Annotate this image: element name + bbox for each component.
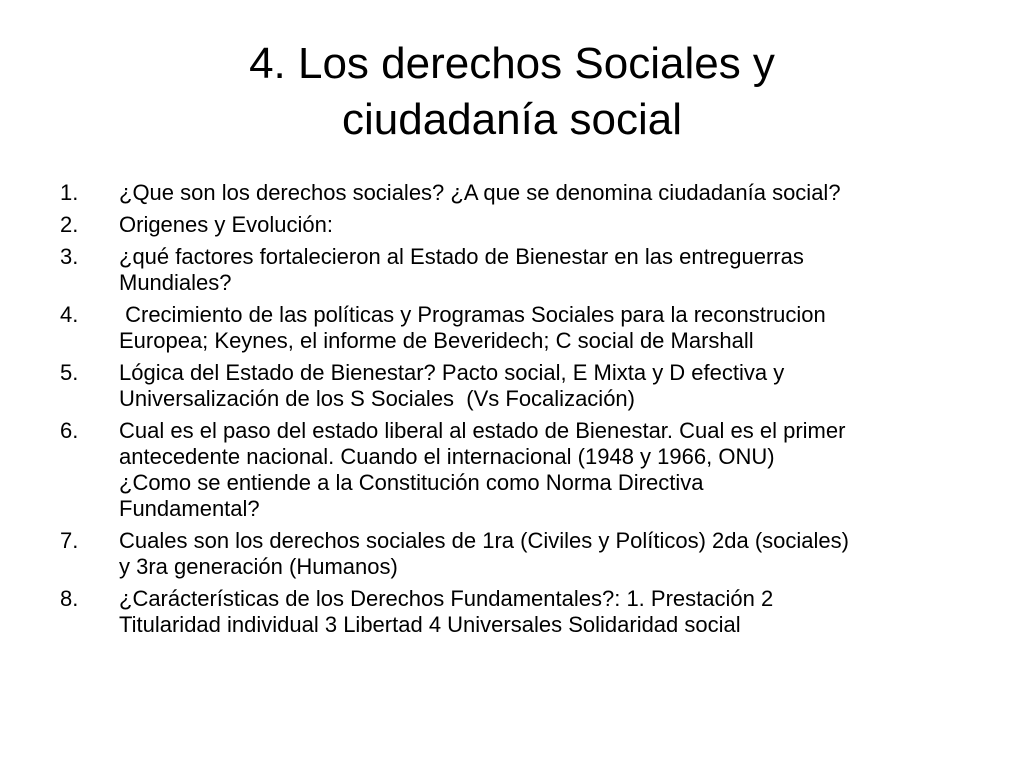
item-text: Mundiales?	[119, 270, 232, 295]
item-text: Lógica del Estado de Bienestar? Pacto social, E Mixta y D efectiva y	[119, 360, 785, 385]
item-text: Origenes y Evolución:	[119, 212, 333, 237]
title-line-1: 4. Los derechos Sociales y	[249, 39, 775, 88]
list-item	[60, 212, 980, 238]
list-item	[60, 360, 980, 412]
item-text: antecedente nacional. Cuando el internacional (1948 y 1966, ONU)	[119, 444, 775, 469]
title-line-2: ciudadanía social	[341, 95, 682, 144]
item-text: ¿Que son los derechos sociales? ¿A que se denomina ciudadanía social?	[119, 180, 841, 205]
list-item	[60, 302, 980, 354]
item-text: Universalización de los S Sociales (Vs Focalización)	[119, 386, 635, 411]
item-text: Cuales son los derechos sociales de 1ra (Civiles y Políticos) 2da (sociales)	[119, 528, 849, 553]
item-text: Europea; Keynes, el informe de Beveridech; C social de Marshall	[119, 328, 754, 353]
item-text: Cual es el paso del estado liberal al estado de Bienestar. Cual es el primer	[119, 418, 846, 443]
item-number: 3.	[60, 244, 79, 269]
list-item	[60, 418, 980, 522]
item-number: 5.	[60, 360, 79, 385]
question-list	[60, 180, 980, 644]
item-number: 8.	[60, 586, 79, 611]
list-item	[60, 586, 980, 638]
item-number: 6.	[60, 418, 79, 443]
item-number: 4.	[60, 302, 79, 327]
item-text: Crecimiento de las políticas y Programas Sociales para la reconstrucion	[119, 302, 826, 327]
item-number: 1.	[60, 180, 79, 205]
item-text: ¿Como se entiende a la Constitución como Norma Directiva	[119, 470, 704, 495]
item-text: ¿qué factores fortalecieron al Estado de Bienestar en las entreguerras	[119, 244, 804, 269]
list-item	[60, 244, 980, 296]
item-text: Fundamental?	[119, 496, 260, 521]
item-text: Titularidad individual 3 Libertad 4 Universales Solidaridad social	[119, 612, 741, 637]
list-item	[60, 180, 980, 206]
item-number: 7.	[60, 528, 79, 553]
slide-title	[80, 36, 944, 148]
item-number: 2.	[60, 212, 79, 237]
item-text: ¿Carácterísticas de los Derechos Fundamentales?: 1. Prestación 2	[119, 586, 774, 611]
list-item	[60, 528, 980, 580]
item-text: y 3ra generación (Humanos)	[119, 554, 398, 579]
